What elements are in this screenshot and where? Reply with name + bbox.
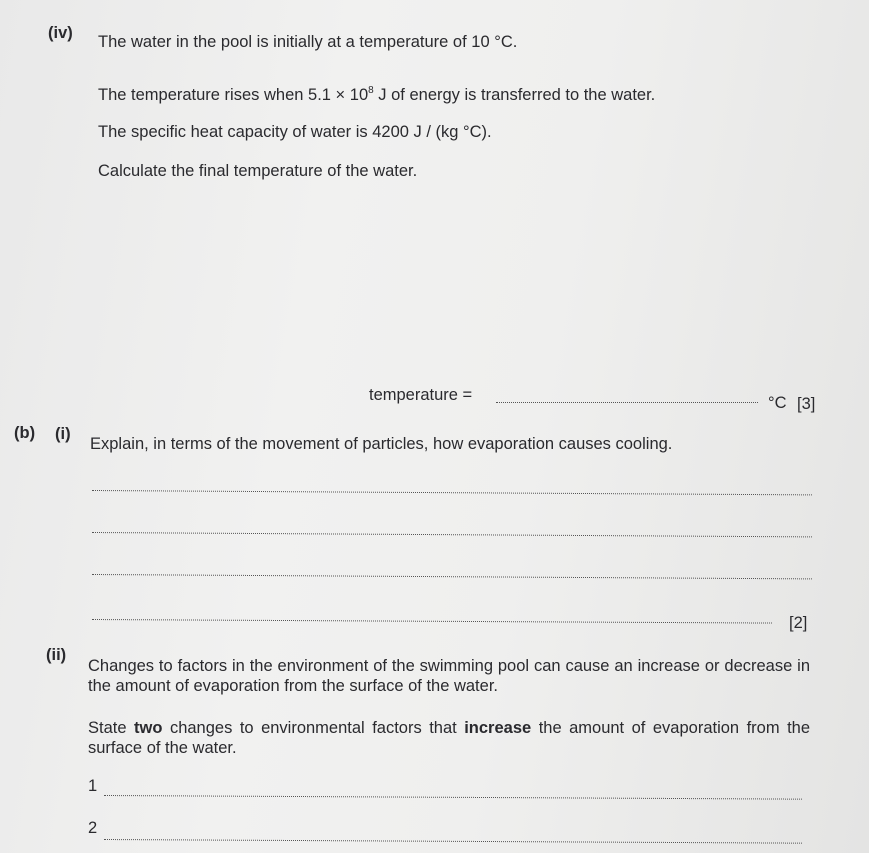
para2-bold-increase: increase xyxy=(464,719,532,737)
question-line-3 xyxy=(98,123,492,142)
question-line-4: Calculate the final temperature of the water. xyxy=(98,162,418,180)
question-line-2-text-after: J of energy is transferred to the water. xyxy=(378,86,656,104)
question-line-3-text: The specific heat capacity of water is xyxy=(98,123,368,141)
question-line-2-text-before: The temperature rises when xyxy=(98,86,304,104)
energy-value xyxy=(308,86,374,104)
answer-number-2: 2 xyxy=(88,819,98,837)
answer-field-2[interactable] xyxy=(104,839,802,844)
answer-line-1[interactable] xyxy=(92,490,812,495)
part-b-ii-paragraph-1: Changes to factors in the environment of the swimming pool can cause an increase or decrease in the amount of evaporation from the surface of the water. xyxy=(88,657,810,695)
specific-heat-value: 4200 J / (kg °C). xyxy=(372,123,492,141)
answer-line-4[interactable] xyxy=(92,619,772,624)
para2-before: State xyxy=(88,719,127,737)
answer-field-1[interactable] xyxy=(104,795,802,800)
para2-bold-two: two xyxy=(134,719,163,737)
para2-after: the amount of evaporation from the surface of the water. xyxy=(88,719,811,757)
para2-mid: changes to environmental factors that xyxy=(169,719,457,737)
part-b-i-label: (i) xyxy=(55,425,71,443)
answer-line-2[interactable] xyxy=(92,532,812,537)
part-b-ii-label: (ii) xyxy=(46,646,67,664)
question-line-1-text: The water in the pool is initially at a temperature of xyxy=(98,33,467,51)
part-iv-label: (iv) xyxy=(48,24,73,42)
part-b-i-question: Explain, in terms of the movement of particles, how evaporation causes cooling. xyxy=(90,435,673,453)
part-b-ii-paragraph-2 xyxy=(88,718,810,758)
temperature-answer-field[interactable] xyxy=(496,402,758,403)
answer-number-1: 1 xyxy=(88,777,98,795)
temperature-unit: °C xyxy=(768,394,787,412)
initial-temperature-value: 10 °C. xyxy=(471,33,518,51)
temperature-answer-label: temperature = xyxy=(369,386,473,404)
answer-line-3[interactable] xyxy=(92,574,812,579)
part-iv-marks: [3] xyxy=(797,395,816,413)
part-b-i-marks: [2] xyxy=(789,614,808,632)
question-line-1 xyxy=(98,33,517,52)
question-line-2 xyxy=(98,85,655,105)
energy-coefficient: 5.1 × 10 xyxy=(308,86,369,104)
part-b-label: (b) xyxy=(14,424,36,442)
energy-exponent: 8 xyxy=(368,85,374,96)
